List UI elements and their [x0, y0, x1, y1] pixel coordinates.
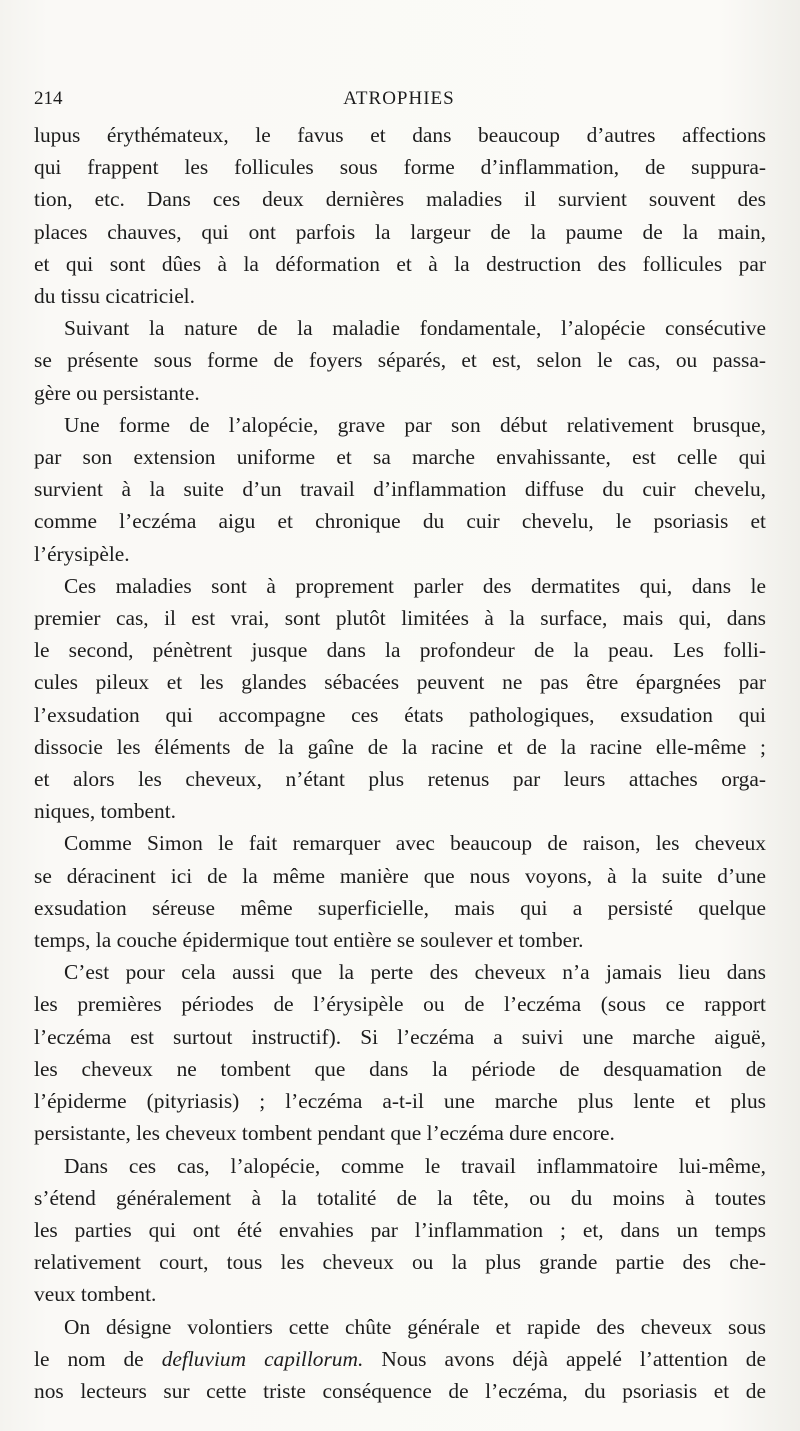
text-line: nos lecteurs sur cette triste conséquence de l’eczéma, du psoriasis et de — [34, 1378, 766, 1403]
body-lines — [34, 119, 766, 1311]
text-line: premier cas, il est vrai, sont plutôt limitées à la surface, mais qui, dans — [34, 606, 766, 631]
text-line: niques, tombent. — [34, 799, 176, 824]
text-line: l’érysipèle. — [34, 541, 130, 566]
page-number: 214 — [34, 88, 63, 109]
text-line: l’épiderme (pityriasis) ; l’eczéma a-t-il une marche plus lente et plus — [34, 1089, 766, 1114]
text-line: les parties qui ont été envahies par l’inflammation ; et, dans un temps — [34, 1217, 766, 1242]
text-line: Ces maladies sont à proprement parler des dermatites qui, dans le — [64, 573, 766, 598]
text-line: Comme Simon le fait remarquer avec beaucoup de raison, les cheveux — [64, 831, 766, 856]
text-line: places chauves, qui ont parfois la largeur de la paume de la main, — [34, 219, 766, 244]
text-line: gère ou persistante. — [34, 380, 200, 405]
text-line: lupus érythémateux, le favus et dans beaucoup d’autres affections — [34, 123, 766, 147]
text-line: comme l’eczéma aigu et chronique du cuir chevelu, le psoriasis et — [34, 509, 766, 534]
text-line: qui frappent les follicules sous forme d’inflammation, de suppura- — [34, 155, 766, 180]
text-line: persistante, les cheveux tombent pendant que l’eczéma dure encore. — [34, 1121, 615, 1146]
text-line: et alors les cheveux, n’étant plus retenus par leurs attaches orga- — [34, 767, 766, 792]
body-text — [34, 119, 766, 1407]
text-line: Dans ces cas, l’alopécie, comme le travail inflammatoire lui-même, — [64, 1153, 766, 1178]
text-line: exsudation séreuse même superficielle, mais qui a persisté quelque — [34, 895, 766, 920]
text-line: les premières périodes de l’érysipèle ou de l’eczéma (sous ce rapport — [34, 992, 766, 1017]
text-line: les cheveux ne tombent que dans la période de desquamation de — [34, 1056, 766, 1081]
text-line: relativement court, tous les cheveux ou la plus grande partie des che- — [34, 1250, 766, 1275]
text-line: par son extension uniforme et sa marche envahissante, est celle qui — [34, 445, 766, 470]
text-line: On désigne volontiers cette chûte générale et rapide des cheveux sous — [64, 1314, 766, 1339]
text-line: Suivant la nature de la maladie fondamentale, l’alopécie consécutive — [64, 316, 766, 341]
text-line: se présente sous forme de foyers séparés, et est, selon le cas, ou passa- — [34, 348, 766, 373]
text-line: l’eczéma est surtout instructif). Si l’eczéma a suivi une marche aiguë, — [34, 1024, 766, 1049]
text-line: le nom de defluvium capillorum. Nous avons déjà appelé l’attention de — [34, 1346, 766, 1371]
text-line: se déracinent ici de la même manière que nous voyons, à la suite d’une — [34, 863, 766, 888]
text-line: et qui sont dûes à la déformation et à la destruction des follicules par — [34, 251, 766, 276]
text-line: dissocie les éléments de la gaîne de la racine et de la racine elle-même ; — [34, 734, 766, 759]
text-line: le second, pénètrent jusque dans la profondeur de la peau. Les folli- — [34, 638, 766, 663]
text-line: cules pileux et les glandes sébacées peuvent ne pas être épargnées par — [34, 670, 766, 695]
text-line: s’étend généralement à la totalité de la tête, ou du moins à toutes — [34, 1185, 766, 1210]
text-line: l’exsudation qui accompagne ces états pathologiques, exsudation qui — [34, 702, 766, 727]
text-line: temps, la couche épidermique tout entière se soulever et tomber. — [34, 928, 584, 953]
text-line: C’est pour cela aussi que la perte des cheveux n’a jamais lieu dans — [64, 960, 766, 985]
running-head: ATROPHIES — [343, 88, 455, 109]
text-line: veux tombent. — [34, 1282, 157, 1307]
text-line: survient à la suite d’un travail d’inflammation diffuse du cuir chevelu, — [34, 477, 766, 502]
italic-term: defluvium capillorum. — [161, 1346, 364, 1371]
text-line: tion, etc. Dans ces deux dernières maladies il survient souvent des — [34, 187, 766, 212]
page-header — [34, 88, 764, 114]
text-line: Une forme de l’alopécie, grave par son début relativement brusque, — [64, 412, 766, 437]
text-line: du tissu cicatriciel. — [34, 284, 195, 309]
